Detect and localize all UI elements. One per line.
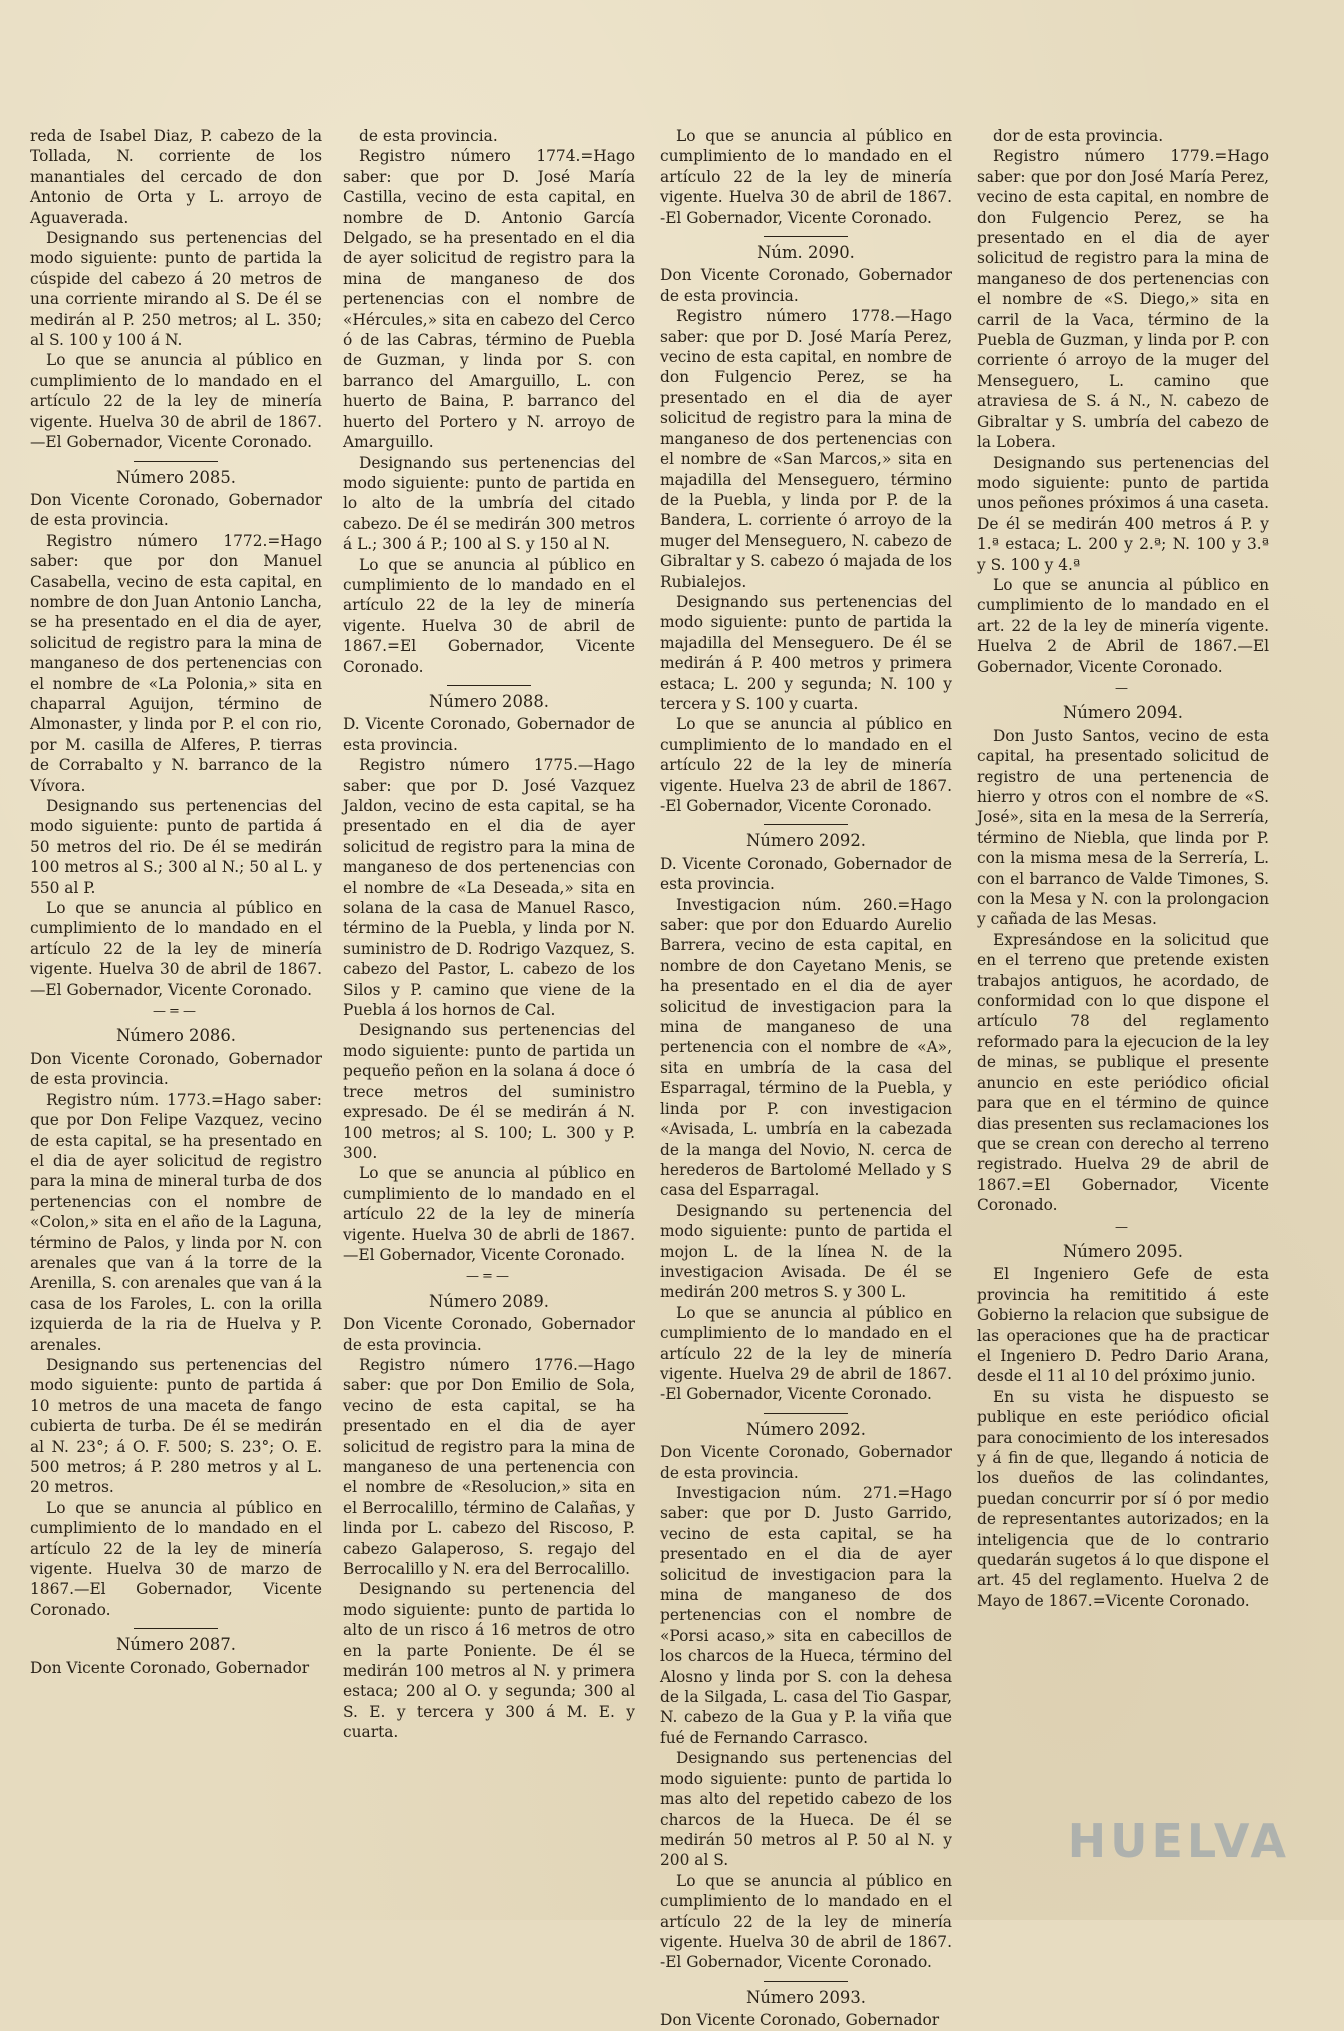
- notice-paragraph: Designando sus pertenencias del modo siguiente: punto de partida unos peñones próximos á una caseta. De él se medirán 400 metros á P. y 1.ª estaca; L. 200 y 2.ª; N. 100 y 3.ª y S. 100 y 4.ª: [977, 453, 1269, 574]
- section-separator: —=—: [153, 1004, 199, 1020]
- notice-paragraph: Lo que se anuncia al público en cumplimiento de lo mandado en el artículo 22 de la ley de minería vigente. Huelva 30 de abril de 1867.—El Gobernador, Vicente Coronado.: [30, 351, 322, 452]
- notice-paragraph: Don Justo Santos, vecino de esta capital, ha presentado solicitud de registro de una pertenencia de hierro y otros con el nombre de «S. José», sita en la mesa de la Serrería, término de Niebla, que linda por P. con la misma mesa de la Serrería, L. con el barranco de Valde Timones, S. con la Mesa y N. con la prolongacion y cañada de las Mesas.: [977, 726, 1269, 929]
- notice-paragraph: En su vista he dispuesto se publique en este periódico oficial para conocimiento de los interesados y á fin de que, llegando á noticia de los dueños de las colindantes, puedan concurrir por sí ó por medio de representantes autorizados; en la inteligencia que de lo contrario quedarán sugetos á lo que dispone el art. 45 del reglamento. Huelva 2 de Mayo de 1867.=Vicente Coronado.: [977, 1387, 1269, 1610]
- notice-paragraph: Designando sus pertenencias del modo siguiente: punto de partida á 10 metros de una maceta de fango cubierta de turba. De él se medirán al N. 23°; á O. F. 500; S. 23°; O. E. 500 metros; á P. 280 metros y al L. 20 metros.: [30, 1355, 322, 1497]
- notice-paragraph: Don Vicente Coronado, Gobernador de esta provincia.: [660, 266, 952, 305]
- notice-number-heading: Número 2095.: [1063, 1241, 1183, 1261]
- notice-paragraph: Don Vicente Coronado, Gobernador: [30, 1658, 310, 1677]
- notice-paragraph: Designando sus pertenencias del modo siguiente: punto de partida la cúspide del cabezo á 20 metros de una corriente mirando al S. De él se medirán al P. 250 metros; al L. 350; al S. 100 y 100 á N.: [30, 229, 322, 350]
- notice-paragraph: reda de Isabel Diaz, P. cabezo de la Tollada, N. corriente de los manantiales del cercado de don Antonio de Orta y L. arroyo de Aguaverada.: [30, 127, 322, 227]
- notice-number-heading: Número 2085.: [116, 467, 236, 487]
- notice-paragraph: Lo que se anuncia al público en cumplimiento de lo mandado en el artículo 22 de la ley de minería vigente. Huelva 30 de abrli de 1867.—El Gobernador, Vicente Coronado.: [343, 1164, 635, 1264]
- column-4: [977, 126, 1269, 1906]
- notice-number-heading: Número 2092.: [746, 831, 866, 851]
- notice-paragraph: Don Vicente Coronado, Gobernador de esta provincia.: [30, 1049, 322, 1089]
- notice-number-heading: Número 2094.: [1063, 703, 1183, 723]
- notice-paragraph: Investigacion núm. 271.=Hago saber: que por D. Justo Garrido, vecino de esta capital, se ha presentado en el dia de ayer solicitud de investigacion para la mina de manganeso de dos pertenencias con el nombre de «Porsi acaso,» sita en cabecillos de los charcos de la Hueca, término del Alosno y linda por S. con la dehesa de la Silgada, L. casa del Tio Gaspar, N. cabezo de la Gua y P. la viña que fué de Fernando Carrasco.: [660, 1484, 952, 1747]
- notice-paragraph: Designando sus pertenencias del modo siguiente: punto de partida la majadilla del Menseguero. De él se medirán á P. 400 metros y primera estaca; L. 200 y segunda; N. 100 y tercera y S. 100 y cuarta.: [660, 592, 952, 713]
- section-separator: —=—: [466, 1269, 512, 1285]
- notice-paragraph: Investigacion núm. 260.=Hago saber: que por don Eduardo Aurelio Barrera, vecino de esta capital, en nombre de don Cayetano Menis, se ha presentado en el dia de ayer solicitud de investigacion para la mina de manganeso de una pertenencia con el nombre de «A», sita en umbría de la casa del Esparragal, término de la Puebla, y linda por P. con investigacion «Avisada, L. umbría en la cabezada de la manga del Novio, N. cerca de herederos de Bartolomé Mellado y S casa del Esparragal.: [660, 895, 952, 1200]
- column-1: [30, 126, 322, 1906]
- notice-paragraph: Designando su pertenencia del modo siguiente: punto de partida lo alto de un risco á 16 metros de otro en la parte Poniente. De él se medirán 100 metros al N. y primera estaca; 200 al O. y segunda; 300 al S. E. y tercera y 300 á M. E. y cuarta.: [343, 1580, 635, 1742]
- notice-paragraph: Don Vicente Coronado, Gobernador de esta provincia.: [660, 1443, 952, 1482]
- notice-paragraph: El Ingeniero Gefe de esta provincia ha remititido á este Gobierno la relacion que subsigue de las operaciones que ha de practicar el Ingeniero D. Pedro Dario Arana, desde el 11 al 10 del próximo junio.: [977, 1265, 1269, 1386]
- notice-paragraph: dor de esta provincia.: [993, 127, 1164, 145]
- section-rule: [447, 685, 531, 686]
- notice-paragraph: Registro número 1775.—Hago saber: que por D. José Vazquez Jaldon, vecino de esta capital, se ha presentado en el dia de ayer solicitud de registro para la mina de manganeso de dos pertenencias con el nombre de «La Deseada,» sita en solana de la casa de Manuel Rasco, término de la Puebla, y linda por N. suministro de D. Rodrigo Vazquez, S. cabezo del Pastor, L. cabezo de los Silos y P. camino que viene de la Puebla á los hornos de Cal.: [343, 756, 635, 1020]
- notice-number-heading: Número 2087.: [116, 1635, 236, 1655]
- archive-watermark: HUELVA: [1067, 1814, 1290, 1868]
- notice-number-heading: Número 2086.: [116, 1026, 236, 1046]
- notice-paragraph: Lo que se anuncia al público en cumplimiento de lo mandado en el art. 22 de la ley de minería vigente. Huelva 2 de Abril de 1867.—El Gobernador, Vicente Coronado.: [977, 575, 1269, 676]
- notice-number-heading: Núm. 2090.: [757, 243, 855, 263]
- notice-paragraph: Registro núm. 1773.=Hago saber: que por Don Felipe Vazquez, vecino de esta capital, se ha presentado en el dia de ayer solicitud de registro para la mina de mineral turba de dos pertenencias con el nombre de «Colon,» sita en el año de la Laguna, término de Palos, y linda por N. con arenales que van á la torre de la Arenilla, S. con arenales que van á la casa de los Faroles, L. con la orilla izquierda de la ria de Huelva y P. arenales.: [30, 1090, 322, 1354]
- section-rule: [134, 461, 218, 462]
- notice-paragraph: Lo que se anuncia al público en cumplimiento de lo mandado en el artículo 22 de la ley de minería vigente. Huelva 30 de abril de 1867.=El Gobernador, Vicente Coronado.: [343, 555, 635, 676]
- notice-paragraph: Registro número 1778.—Hago saber: que por D. José María Perez, vecino de esta capital, en nombre de don Fulgencio Perez, se ha presentado en el dia de ayer solicitud de registro para la mina de manganeso de dos pertenencias con el nombre de «San Marcos,» sita en majadilla del Menseguero, término de la Puebla, y linda por P. de la Bandera, L. corriente ó arroyo de la muger del Menseguero, N. cabezo de Gibraltar y S. cabezo ó majada de los Rubialejos.: [660, 307, 952, 591]
- section-separator: —: [1115, 1219, 1131, 1235]
- notice-paragraph: Designando sus pertenencias del modo siguiente: punto de partida á 50 metros del rio. De él se medirán 100 metros al S.; 300 al N.; 50 al L. y 550 al P.: [30, 797, 322, 897]
- notice-paragraph: Lo que se anuncia al público en cumplimiento de lo mandado en el artículo 22 de la ley de minería vigente. Huelva 30 de abril de 1867. -El Gobernador, Vicente Coronado.: [660, 1871, 952, 1972]
- notice-paragraph: Lo que se anuncia al público en cumplimiento de lo mandado en el artículo 22 de la ley de minería vigente. Huelva 23 de abril de 1867. -El Gobernador, Vicente Coronado.: [660, 715, 952, 815]
- notice-paragraph: Don Vicente Coronado, Gobernador de esta provincia.: [30, 490, 322, 530]
- notice-paragraph: Registro número 1779.=Hago saber: que por don José María Perez, vecino de esta capital, en nombre de don Fulgencio Perez, se ha presentado en el dia de ayer solicitud de registro para la mina de manganeso de dos pertenencias con el nombre de «S. Diego,» sita en carril de la Vaca, término de la Puebla de Guzman, y linda por P. con corriente ó arroyo de la muger del Menseguero, L. camino que atraviesa de S. á N., N. cabezo de Gibraltar y S. umbría del cabezo de la Lobera.: [977, 147, 1269, 452]
- section-rule: [764, 1413, 848, 1414]
- notice-paragraph: Designando su pertenencia del modo siguiente: punto de partida el mojon L. de la línea N. de la investigacion Avisada. De él se medirán 200 metros S. y 300 L.: [660, 1201, 952, 1302]
- notice-paragraph: Designando sus pertenencias del modo siguiente: punto de partida lo mas alto del repetido cabezo de los charcos de la Hueca. De él se medirán 50 metros al P. 50 al N. y 200 al S.: [660, 1749, 952, 1870]
- section-rule: [764, 824, 848, 825]
- notice-paragraph: Registro número 1774.=Hago saber: que por D. José María Castilla, vecino de esta capital, en nombre de D. Antonio García Delgado, se ha presentado en el dia de ayer solicitud de registro para la mina de manganeso de dos pertenencias con el nombre de «Hércules,» sita en cabezo del Cerco ó de las Cabras, término de Puebla de Guzman, y linda por S. con barranco del Amarguillo, L. con huerto de Baina, P. barranco del huerto del Portero y N. arroyo de Amarguillo.: [343, 147, 635, 452]
- notice-paragraph: Don Vicente Coronado, Gobernador: [660, 2011, 940, 2030]
- section-rule: [764, 1981, 848, 1982]
- notice-paragraph: Registro número 1772.=Hago saber: que por don Manuel Casabella, vecino de esta capital, en nombre de don Juan Antonio Lancha, se ha presentado en el dia de ayer, solicitud de registro para la mina de manganeso de dos pertenencias con el nombre de «La Polonia,» sita en chaparral Aguijon, término de Almonaster, y linda por P. el con rio, por M. casilla de Alferes, P. tierras de Corrabalto y N. barranco de la Vívora.: [30, 531, 322, 795]
- notice-paragraph: Lo que se anuncia al público en cumplimiento de lo mandado en el artículo 22 de la ley de minería vigente. Huelva 30 de abril de 1867.—El Gobernador, Vicente Coronado.: [30, 899, 322, 999]
- notice-paragraph: D. Vicente Coronado, Gobernador de esta provincia.: [343, 715, 635, 754]
- column-2: [343, 126, 635, 1906]
- notice-paragraph: Expresándose en la solicitud que en el terreno que pretende existen trabajos antiguos, he acordado, de conformidad con lo que dispone el artículo 78 del reglamento reformado para la ejecucion de la ley de minas, se publique el presente anuncio en este periódico oficial para que en el término de quince dias presenten sus reclamaciones los que se crean con derecho al terreno registrado. Huelva 29 de abril de 1867.=El Gobernador, Vicente Coronado.: [977, 930, 1269, 1215]
- notice-paragraph: Lo que se anuncia al público en cumplimiento de lo mandado en el artículo 22 de la ley de minería vigente. Huelva 29 de abril de 1867. -El Gobernador, Vicente Coronado.: [660, 1303, 952, 1404]
- column-3: [660, 126, 952, 2030]
- notice-number-heading: Número 2093.: [746, 1987, 866, 2007]
- notice-paragraph: Registro número 1776.—Hago saber: que por Don Emilio de Sola, vecino de esta capital, se ha presentado en el dia de ayer solicitud de registro para la mina de manganeso de una pertenencia con el nombre de «Resolucion,» sita en el Berrocalillo, término de Calañas, y linda por L. cabezo del Riscoso, P. cabezo Galaperoso, S. regajo del Berrocalillo y N. era del Berrocalillo.: [343, 1355, 635, 1579]
- section-rule: [134, 1628, 218, 1629]
- notice-paragraph: Lo que se anuncia al público en cumplimiento de lo mandado en el artículo 22 de la ley de minería vigente. Huelva 30 de abril de 1867. -El Gobernador, Vicente Coronado.: [660, 127, 952, 227]
- notice-number-heading: Número 2092.: [746, 1419, 866, 1439]
- notice-paragraph: de esta provincia.: [359, 127, 498, 145]
- notice-paragraph: Designando sus pertenencias del modo siguiente: punto de partida en lo alto de la umbría del citado cabezo. De él se medirán 300 metros á L.; 300 á P.; 100 al S. y 150 al N.: [343, 453, 635, 554]
- notice-paragraph: Lo que se anuncia al público en cumplimiento de lo mandado en el artículo 22 de la ley de minería vigente. Huelva 30 de marzo de 1867.—El Gobernador, Vicente Coronado.: [30, 1498, 322, 1619]
- section-separator: —: [1115, 680, 1131, 696]
- section-rule: [764, 236, 848, 237]
- notice-paragraph: Don Vicente Coronado, Gobernador de esta provincia.: [343, 1315, 635, 1354]
- notice-paragraph: Designando sus pertenencias del modo siguiente: punto de partida un pequeño peñon en la solana á doce ó trece metros del suministro expresado. De él se medirán á N. 100 metros; al S. 100; L. 300 y P. 300.: [343, 1021, 635, 1162]
- notice-paragraph: D. Vicente Coronado, Gobernador de esta provincia.: [660, 854, 952, 894]
- notice-number-heading: Número 2089.: [429, 1291, 549, 1311]
- notice-number-heading: Número 2088.: [429, 691, 549, 711]
